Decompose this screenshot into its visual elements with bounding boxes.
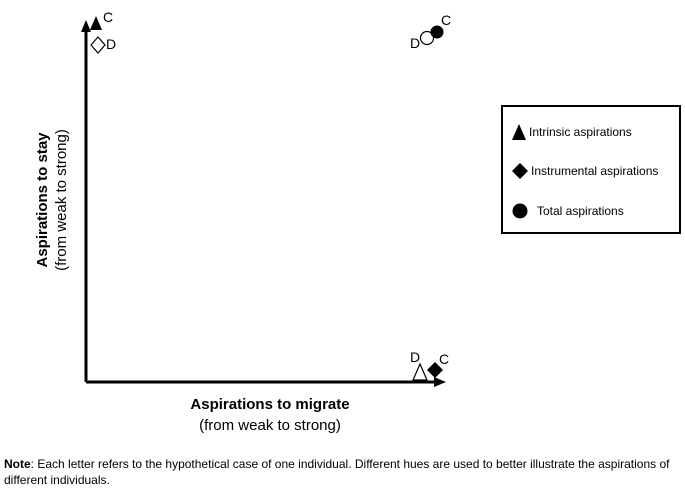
legend-item-total [511, 202, 624, 220]
legend-box [501, 105, 681, 234]
x-axis-subtitle: (from weak to strong) [199, 417, 341, 434]
note-text [4, 456, 674, 488]
circle-icon [511, 202, 529, 220]
d-intrinsic-triangle-marker [413, 364, 427, 380]
legend-label-total: Total aspirations [537, 204, 624, 218]
d-label-top-left: D [106, 36, 117, 52]
legend-item-intrinsic [511, 123, 632, 141]
x-axis-label [150, 396, 390, 434]
y-axis-label [22, 100, 82, 300]
note-label: Note [4, 457, 31, 471]
triangle-icon [511, 123, 527, 141]
d-instrumental-diamond-marker [91, 37, 105, 53]
c-label-top-right: C [441, 12, 452, 28]
c-label-top-left: C [103, 9, 114, 25]
x-axis-title: Aspirations to migrate [190, 396, 350, 413]
diamond-icon [511, 162, 529, 180]
c-label-bottom-right: C [439, 351, 450, 367]
legend-item-instrumental [511, 162, 658, 180]
note-body: : Each letter refers to the hypothetical case of one individual. Different hues are used to better illustrate the aspirations of different individuals. [4, 457, 670, 487]
y-axis-subtitle: (from weak to strong) [53, 129, 70, 271]
x-axis-arrowhead [434, 377, 446, 387]
y-axis-arrowhead [81, 20, 91, 32]
legend-label-intrinsic: Intrinsic aspirations [529, 125, 632, 139]
y-axis-title: Aspirations to stay [34, 132, 51, 268]
c-intrinsic-triangle-marker [90, 16, 102, 30]
d-label-top-right: D [410, 35, 421, 51]
legend-label-instrumental: Instrumental aspirations [531, 164, 659, 178]
d-label-bottom-right: D [410, 349, 421, 365]
